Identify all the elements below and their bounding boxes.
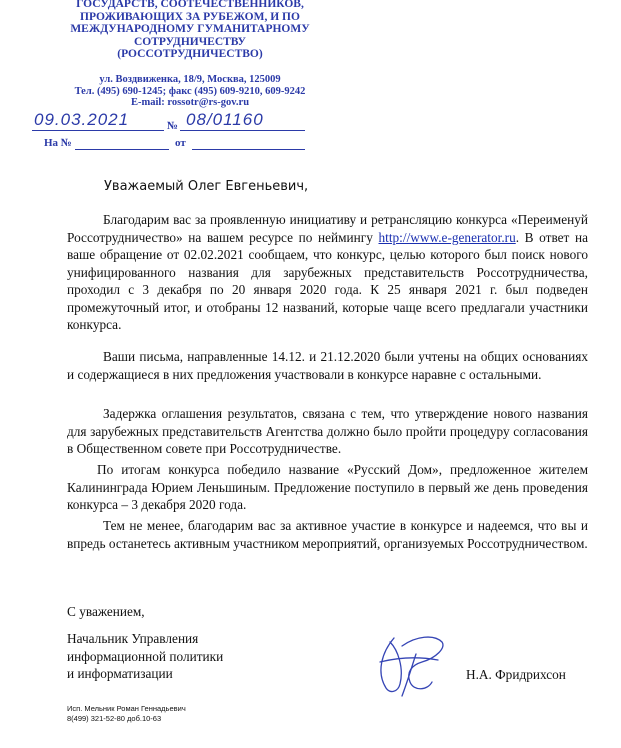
greeting: Уважаемый Олег Евгеньевич,: [104, 179, 309, 194]
closing: С уважением,: [67, 604, 145, 619]
ref-number-line: [75, 149, 169, 150]
executor-name: Исп. Мельник Роман Геннадьевич: [67, 704, 186, 713]
signatory-name: Н.А. Фридрихсон: [466, 667, 566, 682]
body-paragraph-5: Тем не менее, благодарим вас за активное участие в конкурсе и надеемся, что вы и впредь останетесь активным участником мероприятий, организуемых Россотрудничеством.: [67, 518, 588, 551]
org-line: ГОСУДАРСТВ, СООТЕЧЕСТВЕННИКОВ,: [76, 0, 304, 10]
letterhead-address: [20, 74, 360, 109]
p1-text-start: Благодарим вас за проявленную инициативу и ретрансляцию конкурса «Переименуй Россотрудничество» на вашем ресурсе по неймингу: [67, 212, 588, 245]
body-paragraph-1: [67, 211, 588, 334]
org-line: ПРОЖИВАЮЩИХ ЗА РУБЕЖОМ, И ПО: [80, 10, 300, 23]
ref-date-line: [192, 149, 305, 150]
reg-number-line: [180, 130, 305, 131]
reg-number-label: №: [167, 120, 179, 132]
reg-date-line: [32, 130, 164, 131]
executor-info: [67, 704, 186, 724]
ref-number-label: На №: [44, 137, 72, 149]
reg-number: 08/01160: [186, 110, 264, 129]
org-line: СОТРУДНИЧЕСТВУ: [133, 35, 246, 48]
body-paragraph-3: Задержка оглашения результатов, связана с тем, что утверждение нового названия для зарубежных представительств Агентства должно было пройти процедуру согласования в Общественном совете при Россотрудничестве.: [67, 406, 588, 456]
body-paragraph-4: По итогам конкурса победило название «Русский Дом», предложенное жителем Калининграда Юрием Леньшиным. Предложение поступило в первый же день проведения конкурса – 3 декабря 2020 года.: [67, 462, 588, 512]
ref-date-label: от: [175, 137, 186, 149]
signatory-title-line: и информатизации: [67, 666, 173, 681]
address-line: E-mail: rossotr@rs-gov.ru: [130, 97, 250, 108]
body-paragraph-2: Ваши письма, направленные 14.12. и 21.12.2020 были учтены на общих основаниях и содержащиеся в них предложения участвовали в конкурсе наравне с остальными.: [67, 349, 588, 382]
org-line: МЕЖДУНАРОДНОМУ ГУМАНИТАРНОМУ: [70, 23, 310, 35]
handwritten-signature: [372, 632, 452, 698]
signatory-title-line: информационной политики: [67, 648, 224, 664]
signatory-title-line: Начальник Управления: [67, 631, 199, 646]
address-line: ул. Воздвиженка, 18/9, Москва, 125009: [99, 74, 281, 85]
generator-link[interactable]: http://www.e-generator.ru: [378, 229, 516, 245]
p1-text-end: . В ответ на ваше обращение от 02.02.2021 сообщаем, что конкурс, целью которого был поиск нового унифицированного названия для зарубежных представительств Россотрудничества, проходил с 3 декабря по 20 января 2020 года. К 25 января 2021 г. был подведен промежуточный итог, и отобраны 12 названий, которые чаще всего предлагали участники конкурса.: [67, 229, 588, 332]
address-line: Тел. (495) 690-1245; факс (495) 609-9210, 609-9242: [74, 85, 306, 97]
signatory-title: [67, 630, 223, 683]
letterhead-organization: [20, 0, 360, 61]
executor-phone: 8(499) 321-52-80 доб.10-63: [67, 714, 162, 723]
reg-date: 09.03.2021: [34, 110, 130, 129]
org-line: (РОССОТРУДНИЧЕСТВО): [117, 48, 263, 60]
